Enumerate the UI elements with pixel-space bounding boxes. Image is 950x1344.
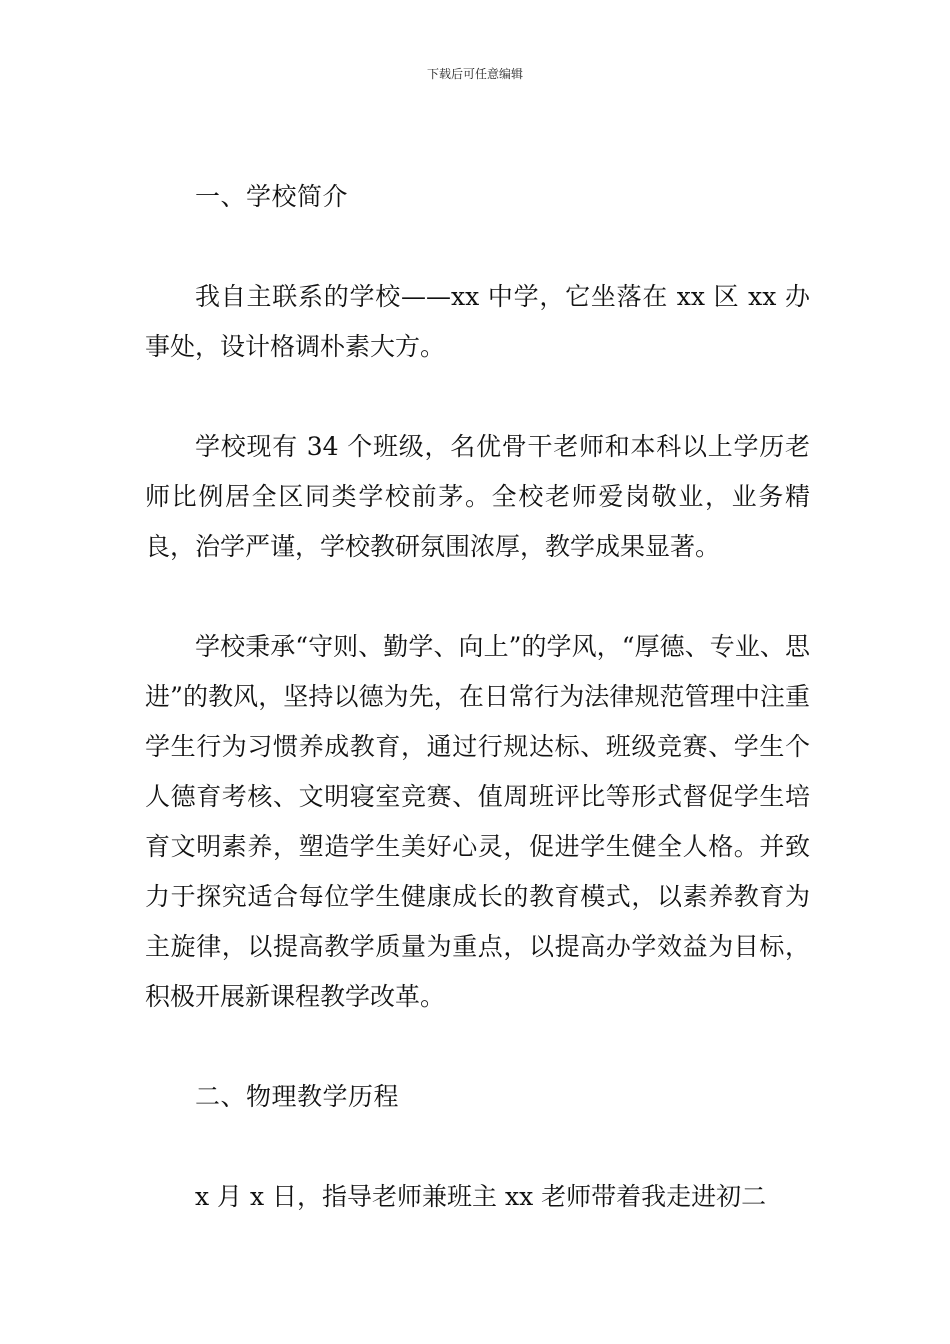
paragraph-gap: [145, 372, 810, 422]
section-heading-physics-teaching: 二、物理教学历程: [195, 1082, 400, 1111]
page-header-note: 下载后可任意编辑: [426, 67, 523, 81]
paragraph-gap: [145, 572, 810, 622]
paragraph-school-location: 我自主联系的学校——xx 中学，它坐落在 xx 区 xx 办事处，设计格调朴素大方。: [145, 282, 810, 361]
paragraph-gap: [145, 1022, 810, 1072]
section-heading-school-intro: 一、学校简介: [195, 182, 349, 211]
paragraph-school-staff: 学校现有 34 个班级，名优骨干老师和本科以上学历老师比例居全区同类学校前茅。全校老师爱岗敬业，业务精良，治学严谨，学校教研氛围浓厚，教学成果显著。: [145, 432, 810, 561]
paragraph-school-ethos: 学校秉承“守则、勤学、向上”的学风，“厚德、专业、思进”的教风，坚持以德为先，在日常行为法律规范管理中注重学生行为习惯养成教育，通过行规达标、班级竞赛、学生个人德育考核、文明寝室竞赛、值周班评比等形式督促学生培育文明素养，塑造学生美好心灵，促进学生健全人格。并致力于探究适合每位学生健康成长的教育模式，以素养教育为主旋律，以提高教学质量为重点，以提高办学效益为目标，积极开展新课程教学改革。: [145, 632, 810, 1011]
document-body: [145, 172, 810, 1222]
paragraph-gap: [145, 222, 810, 272]
paragraph-gap: [145, 1122, 810, 1172]
paragraph-teaching-start: x 月 x 日，指导老师兼班主 xx 老师带着我走进初二: [195, 1182, 767, 1211]
